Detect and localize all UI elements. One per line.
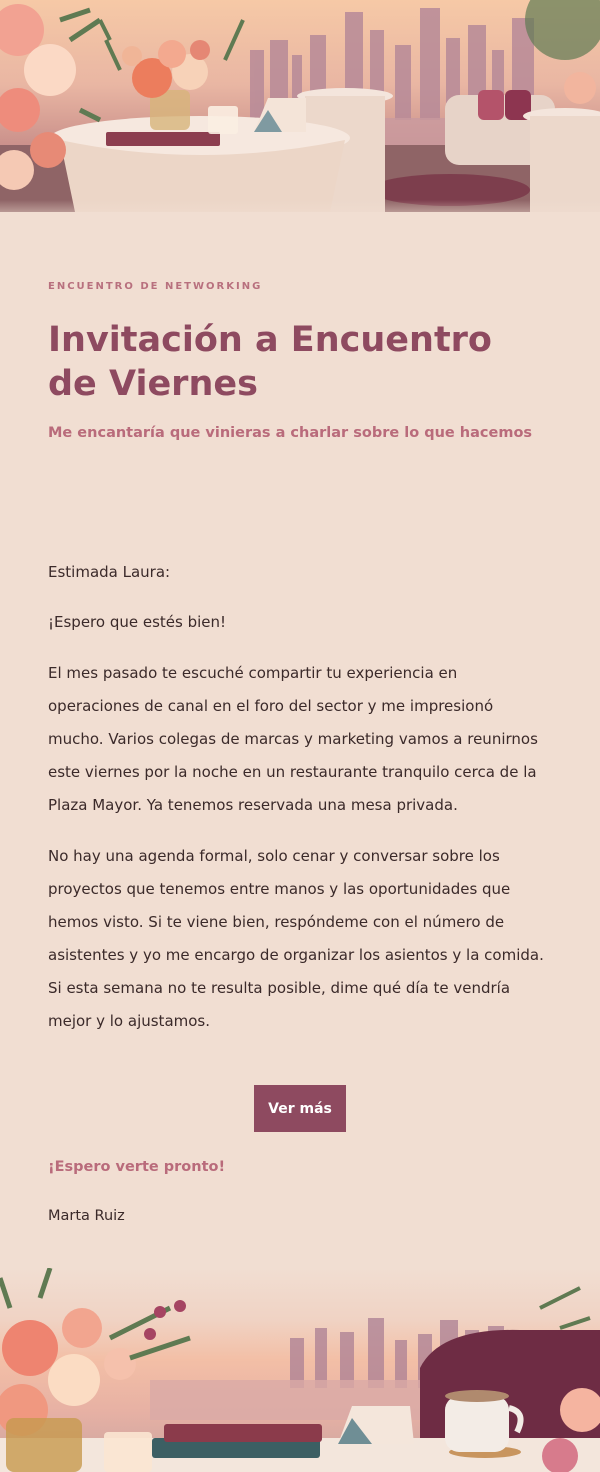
eyebrow-label: ENCUENTRO DE NETWORKING xyxy=(48,281,263,292)
email-title: Invitación a Encuentro de Viernes xyxy=(48,320,492,404)
body-paragraph-1: El mes pasado te escuché compartir tu experiencia en operaciones de canal en el foro del sector y me impresionó mucho. Varios colegas de marcas y marketing vamos a reunirnos este viernes por la noche en un restaurante tranquilo cerca de la Plaza Mayor. Ya tenemos reservada una mesa privada. xyxy=(48,664,538,814)
signature: Marta Ruiz xyxy=(48,1208,125,1224)
ver-mas-button[interactable]: Ver más xyxy=(254,1085,346,1132)
greeting: Estimada Laura: xyxy=(48,563,171,581)
email-subtitle: Me encantaría que vinieras a charlar sobre lo que hacemos xyxy=(48,425,533,441)
body-paragraph-2: No hay una agenda formal, solo cenar y conversar sobre los proyectos que tenemos entre manos y las oportunidades que hemos visto. Si te viene bien, respóndeme con el número de asistentes y yo me encargo de organizar los asientos y la comida. Si esta semana no te resulta posible, dime qué día te vendría mejor y lo ajustamos. xyxy=(48,847,544,1030)
hero-image xyxy=(0,0,600,212)
opening-line: ¡Espero que estés bien! xyxy=(48,613,227,631)
hero-illustration xyxy=(0,0,600,212)
closing-line: ¡Espero verte pronto! xyxy=(48,1159,226,1175)
footer-image xyxy=(0,1268,600,1472)
footer-illustration xyxy=(0,1268,600,1472)
